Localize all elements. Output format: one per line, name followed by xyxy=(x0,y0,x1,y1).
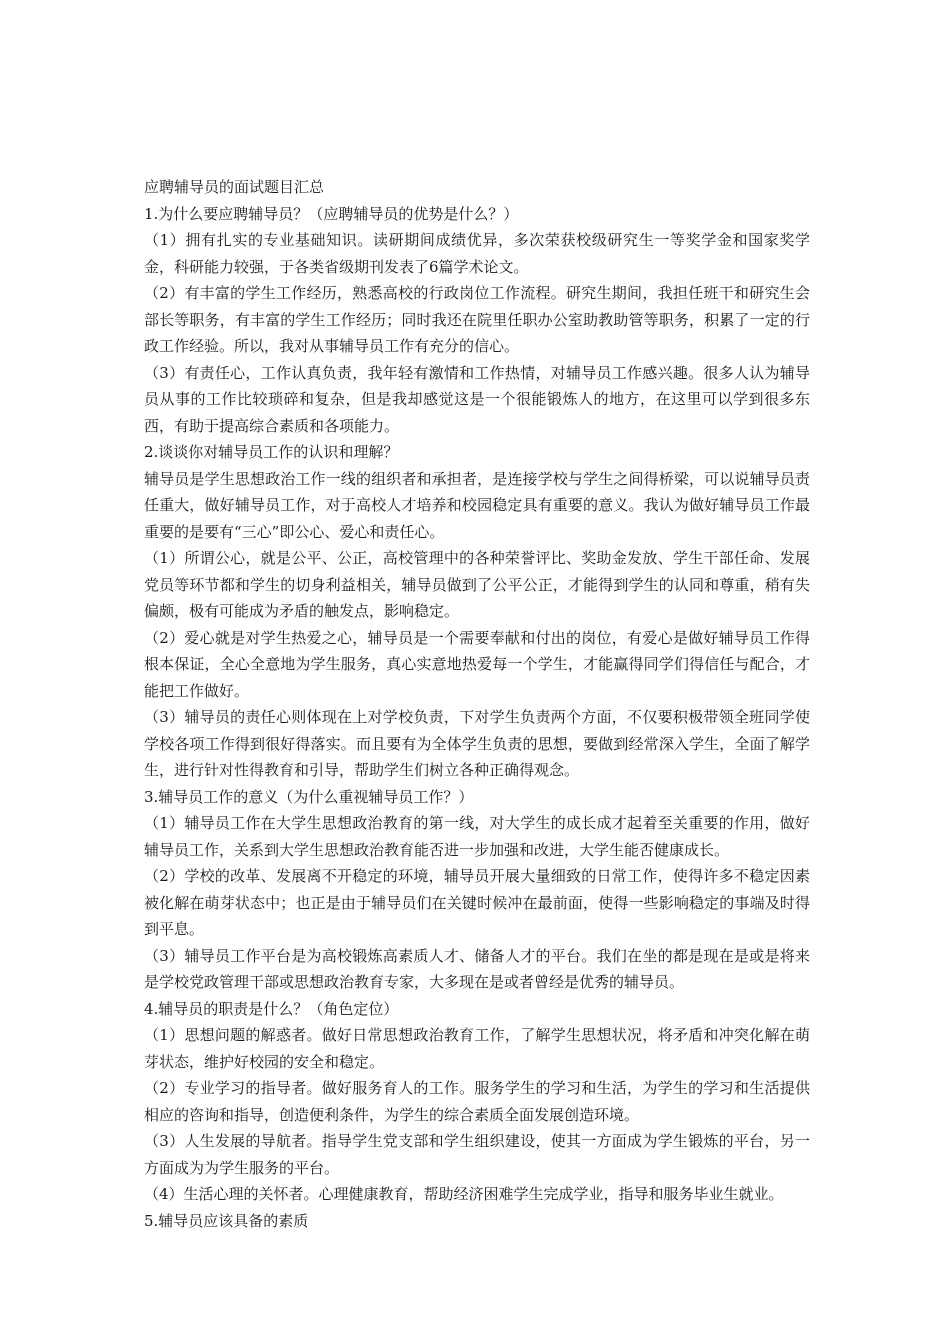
answer-paragraph: （4）生活心理的关怀者。心理健康教育，帮助经济困难学生完成学业，指导和服务毕业生就业。 xyxy=(144,1185,784,1203)
question-heading-1: 1.为什么要应聘辅导员？（应聘辅导员的优势是什么？） xyxy=(144,204,519,223)
answer-paragraph: （3）有责任心，工作认真负责，我年轻有激情和工作热情，对辅导员工作感兴趣。很多人认为辅导员从事的工作比较琐碎和复杂，但是我却感觉这是一个很能锻炼人的地方，在这里可以学到很多东西，有助于提高综合素质和各项能力。 xyxy=(144,363,810,435)
question-heading-3: 3.辅导员工作的意义（为什么重视辅导员工作？） xyxy=(144,787,474,806)
answer-paragraph: （1）思想问题的解惑者。做好日常思想政治教育工作，了解学生思想状况，将矛盾和冲突化解在萌芽状态，维护好校园的安全和稳定。 xyxy=(144,1026,810,1071)
answer-paragraph: （3）辅导员工作平台是为高校锻炼高素质人才、储备人才的平台。我们在坐的都是现在是或是将来是学校党政管理干部或思想政治教育专家，大多现在是或者曾经是优秀的辅导员。 xyxy=(144,946,810,991)
answer-paragraph: （2）爱心就是对学生热爱之心，辅导员是一个需要奉献和付出的岗位，有爱心是做好辅导员工作得根本保证，全心全意地为学生服务，真心实意地热爱每一个学生，才能赢得同学们得信任与配合，才能把工作做好。 xyxy=(144,628,810,700)
question-heading-4: 4.辅导员的职责是什么？（角色定位） xyxy=(144,999,399,1018)
answer-paragraph: （1）拥有扎实的专业基础知识。读研期间成绩优异，多次荣获校级研究生一等奖学金和国家奖学金，科研能力较强，于各类省级期刊发表了6篇学术论文。 xyxy=(144,231,810,276)
answer-paragraph: 辅导员是学生思想政治工作一线的组织者和承担者，是连接学校与学生之间得桥梁，可以说辅导员责任重大，做好辅导员工作，对于高校人才培养和校园稳定具有重要的意义。我认为做好辅导员工作最重要的是要有“三心”即公心、爱心和责任心。 xyxy=(144,469,810,541)
question-heading-2: 2.谈谈你对辅导员工作的认识和理解？ xyxy=(144,443,399,461)
answer-paragraph: （1）所谓公心，就是公平、公正，高校管理中的各种荣誉评比、奖助金发放、学生干部任命、发展党员等环节都和学生的切身利益相关，辅导员做到了公平公正，才能得到学生的认同和尊重，稍有失偏颇，极有可能成为矛盾的触发点，影响稳定。 xyxy=(144,549,810,620)
question-heading-5: 5.辅导员应该具备的素质 xyxy=(144,1211,309,1230)
answer-paragraph: （2）专业学习的指导者。做好服务育人的工作。服务学生的学习和生活，为学生的学习和生活提供相应的咨询和指导，创造便利条件，为学生的综合素质全面发展创造环境。 xyxy=(144,1079,810,1124)
answer-paragraph: （3）人生发展的导航者。指导学生党支部和学生组织建设，使其一方面成为学生锻炼的平台，另一方面成为为学生服务的平台。 xyxy=(144,1132,810,1177)
answer-paragraph: （2）有丰富的学生工作经历，熟悉高校的行政岗位工作流程。研究生期间，我担任班干和研究生会部长等职务，有丰富的学生工作经历；同时我还在院里任职办公室助教助管等职务，积累了一定的行政工作经验。所以，我对从事辅导员工作有充分的信心。 xyxy=(144,284,810,355)
answer-paragraph: （2）学校的改革、发展离不开稳定的环境，辅导员开展大量细致的日常工作，使得许多不稳定因素被化解在萌芽状态中；也正是由于辅导员们在关键时候冲在最前面，使得一些影响稳定的事端及时得到平息。 xyxy=(144,867,810,938)
document-body xyxy=(144,174,810,1234)
answer-paragraph: （3）辅导员的责任心则体现在上对学校负责，下对学生负责两个方面，不仅要积极带领全班同学使学校各项工作得到很好得落实。而且要有为全体学生负责的思想，要做到经常深入学生，全面了解学生，进行针对性得教育和引导，帮助学生们树立各种正确得观念。 xyxy=(144,708,810,779)
answer-paragraph: （1）辅导员工作在大学生思想政治教育的第一线，对大学生的成长成才起着至关重要的作用，做好辅导员工作，关系到大学生思想政治教育能否进一步加强和改进，大学生能否健康成长。 xyxy=(144,814,810,859)
document-title: 应聘辅导员的面试题目汇总 xyxy=(144,178,325,196)
